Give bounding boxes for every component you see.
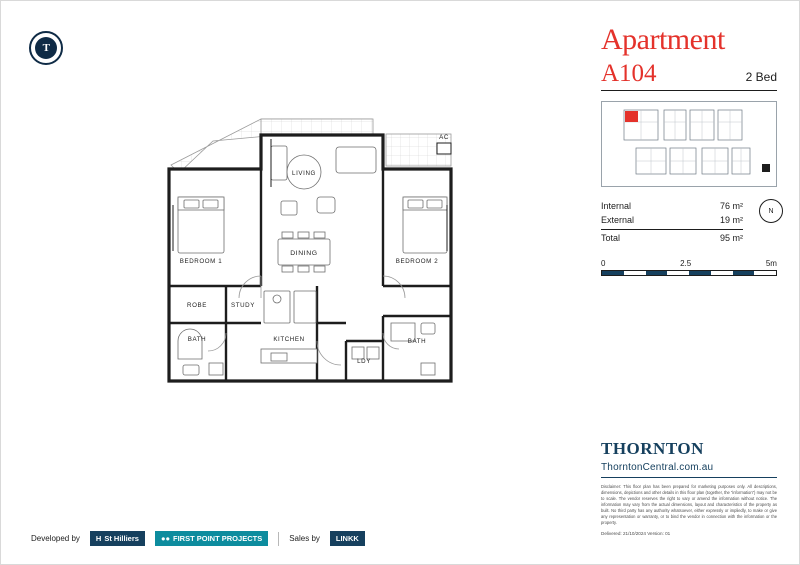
room-label-living: LIVING	[292, 170, 316, 177]
apartment-number: A104	[601, 60, 657, 87]
project-name: THORNTON	[601, 439, 704, 458]
project-url[interactable]: ThorntonCentral.com.au	[601, 462, 714, 473]
area-value-external: 19 m²	[719, 215, 743, 225]
area-label-external: External	[601, 215, 635, 225]
scale-min: 0	[601, 259, 606, 268]
area-label-internal: Internal	[601, 201, 632, 211]
area-row-total	[601, 229, 743, 245]
footer-divider	[278, 532, 279, 546]
project-branding	[601, 439, 777, 536]
area-schedule	[601, 199, 743, 245]
developer-logo-st-hilliers	[90, 531, 145, 546]
key-plan-highlight	[625, 111, 638, 122]
area-row-internal	[601, 199, 743, 213]
room-label-bath-2: BATH	[407, 338, 427, 345]
logo-monogram: T	[35, 37, 57, 59]
thornton-logo-icon	[29, 31, 63, 65]
agent-logo-linkk: LINKK	[330, 531, 365, 546]
project-divider	[601, 477, 777, 478]
room-label-kitchen: KITCHEN	[273, 336, 305, 343]
scale-bar	[601, 259, 777, 276]
sales-by-label: Sales by	[289, 534, 320, 543]
title-divider	[601, 90, 777, 91]
north-label: N	[768, 207, 774, 215]
scale-max: 5m	[765, 259, 777, 268]
area-label-total: Total	[601, 233, 621, 243]
disclaimer-text: Disclaimer: This floor plan has been prepared for marketing purposes only. All descriptions, dimensions, depictions and other details in this floor plan (together, the “information”) may not be to scale. The vendor reserves the right to vary or amend the information without notice. The information may vary from the actual dimensions, layout and characteristics of the property as built. No third party has any authority whatsoever, either expressly or impliedly, to make or give any representation or warranty, or to bind the vendor in connection with the information or the property.	[601, 484, 777, 525]
info-panel	[601, 25, 777, 276]
page-title: Apartment	[601, 23, 725, 56]
key-plan	[601, 101, 777, 187]
north-arrow-icon	[759, 199, 783, 223]
room-label-bath-1: BATH	[187, 336, 207, 343]
first-point-name: FIRST POINT PROJECTS	[173, 534, 263, 543]
bed-count: 2 Bed	[745, 70, 777, 84]
area-row-external	[601, 213, 743, 227]
st-hilliers-name: St Hilliers	[104, 534, 139, 543]
area-value-internal: 76 m²	[719, 201, 743, 211]
developed-by-label: Developed by	[31, 534, 80, 543]
room-label-bedroom-1: BEDROOM 1	[179, 258, 223, 265]
delivered-version: Delivered: 21/10/2024 Version: 01	[601, 531, 671, 537]
footer	[31, 531, 769, 546]
scale-mid: 2.5	[680, 259, 692, 268]
area-value-total: 95 m²	[719, 233, 743, 243]
room-label-bedroom-2: BEDROOM 2	[395, 258, 439, 265]
first-point-mark: ●●	[160, 534, 171, 543]
room-label-dining: DINING	[290, 250, 318, 257]
scale-track	[601, 270, 777, 276]
room-label-robe: ROBE	[187, 302, 207, 309]
room-label-study: STUDY	[231, 302, 255, 309]
floor-plan-drawing	[121, 101, 541, 421]
room-label-ac: AC	[439, 134, 449, 141]
st-hilliers-mark: H	[95, 534, 102, 543]
developer-logo-first-point	[155, 531, 268, 546]
room-label-laundry: LDY	[357, 358, 371, 365]
